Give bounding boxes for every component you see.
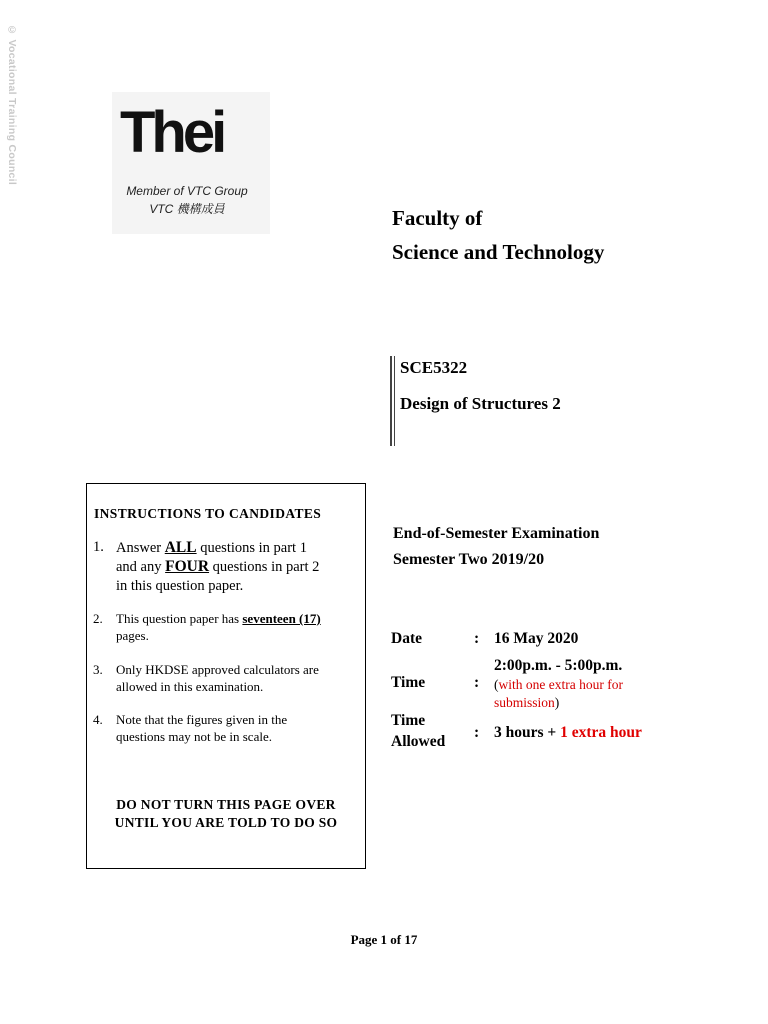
instruction-item-3: 3. Only HKDSE approved calculators are allowed in this examination. [93,662,319,695]
emphasis-all: ALL [164,539,197,556]
faculty-line-2: Science and Technology [392,240,605,264]
time-allowed-value: 3 hours + 1 extra hour [494,724,642,741]
emphasis-four: FOUR [165,558,210,576]
item-number: 2. [93,611,103,626]
course-divider-bar [390,356,392,446]
time-allowed-colon: : [474,724,480,741]
exam-type: End-of-Semester Examination [393,525,600,542]
time-note: (with one extra hour for submission) [494,677,623,710]
date-colon: : [474,630,480,647]
course-divider-bar-thin [394,356,395,446]
exam-semester: Semester Two 2019/20 [393,551,545,568]
faculty-line-1: Faculty of [392,206,483,230]
instruction-item-2: 2. This question paper has seventeen (17) pages. [93,611,321,644]
instruction-item-4: 4. Note that the figures given in the questions may not be in scale. [93,712,288,745]
instructions-heading: INSTRUCTIONS TO CANDIDATES [94,506,322,521]
time-value: 2:00p.m. - 5:00p.m. [494,657,623,674]
date-label: Date [391,630,422,647]
instruction-item-1: 1. Answer ALL questions in part 1 and any FOUR questions in part 2 in this question paper. [93,539,320,594]
emphasis-page-count: seventeen (17) [242,611,321,626]
date-value: 16 May 2020 [494,630,579,647]
item-number: 3. [93,662,103,677]
time-allowed-label-1: Time [391,712,426,729]
course-code: SCE5322 [400,358,468,377]
extra-hour: 1 extra hour [560,724,642,741]
warning-notice: DO NOT TURN THIS PAGE OVER UNTIL YOU ARE TOLD TO DO SO [114,797,338,830]
logo-member-zh: VTC 機構成員 [149,202,225,216]
course-title: Design of Structures 2 [400,394,561,413]
page-number: Page 1 of 17 [350,932,418,947]
time-allowed-label-2: Allowed [391,733,446,750]
watermark: © Vocational Training Council [6,24,18,186]
time-colon: : [474,674,480,691]
time-label: Time [391,674,426,691]
logo-wordmark: Thei [120,100,224,165]
thei-logo [112,92,270,234]
item-number: 1. [93,539,104,555]
logo-member-en: Member of VTC Group [126,184,248,198]
item-number: 4. [93,712,103,727]
